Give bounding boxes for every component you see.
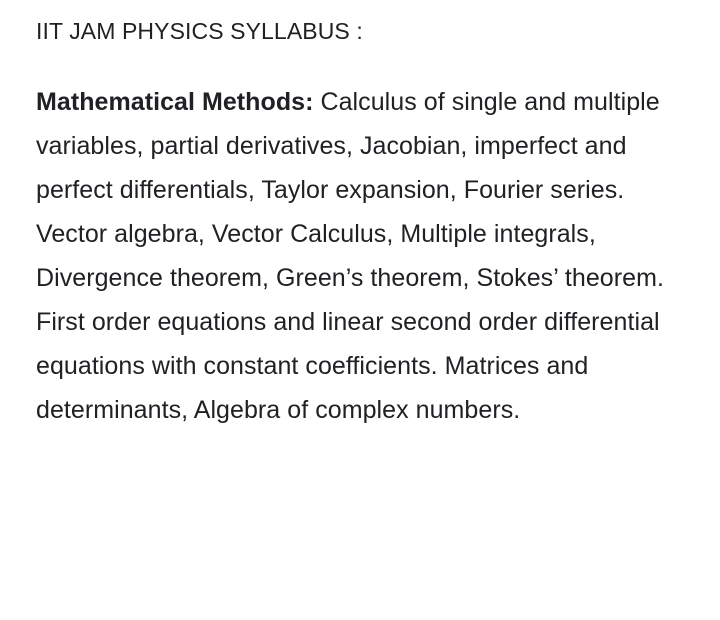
page-title: IIT JAM PHYSICS SYLLABUS : (36, 18, 363, 44)
syllabus-paragraph (36, 80, 686, 432)
section-body: Calculus of single and multiple variables, partial derivatives, Jacobian, imperfect and perfect differentials, Taylor expansion, Fourier series. Vector algebra, Vector Calculus, Multiple integrals, Divergence theorem, Green’s theorem, Stokes’ theorem. First order equations and linear second order differential equations with constant coefficients. Matrices and determinants, Algebra of complex numbers. (36, 88, 664, 424)
section-term: Mathematical Methods: (36, 88, 314, 116)
